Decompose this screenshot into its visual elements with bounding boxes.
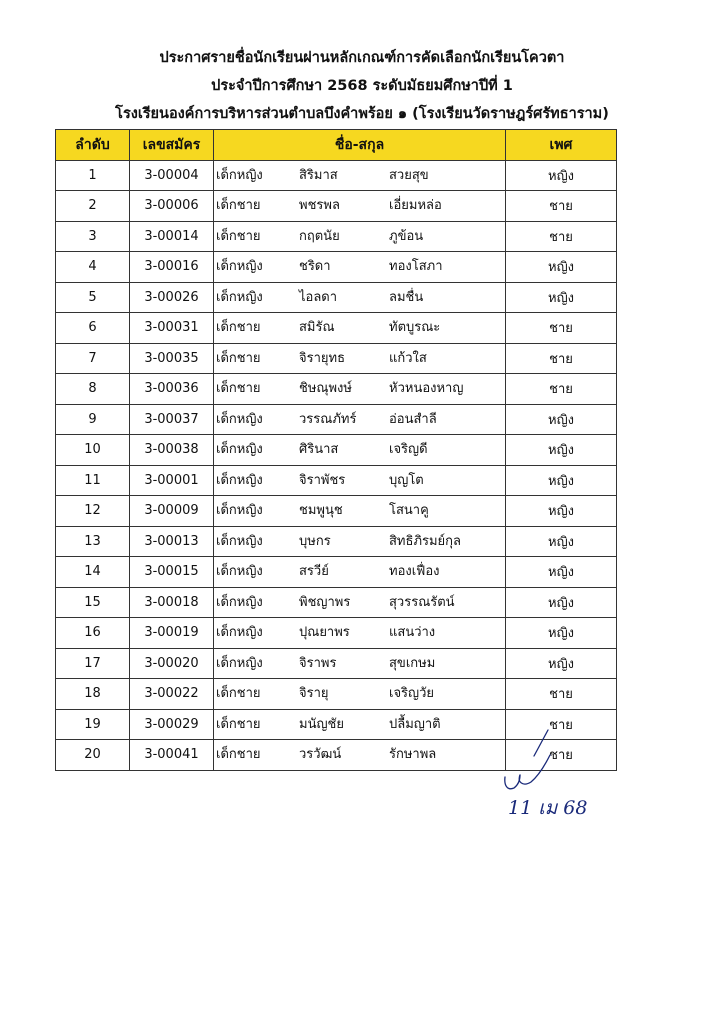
last-name: ลมชื่น (389, 289, 424, 305)
application-no-cell: 3-00013 (130, 526, 214, 557)
first-name: จิรายุ (299, 686, 329, 701)
application-no-cell: 3-00019 (130, 618, 214, 649)
table-row (56, 221, 617, 252)
name-title: เด็กชาย (216, 320, 261, 335)
name-title: เด็กหญิง (216, 533, 263, 549)
table-row (56, 526, 617, 557)
gender-cell: ชาย (506, 374, 617, 405)
first-name: พชรพล (299, 198, 340, 213)
application-no-cell: 3-00041 (130, 740, 214, 771)
name-title: เด็กหญิง (216, 472, 263, 488)
order-cell: 20 (56, 740, 130, 771)
application-no-cell: 3-00018 (130, 587, 214, 618)
name-cell (214, 313, 506, 344)
name-cell (214, 404, 506, 435)
name-title: เด็กชาย (216, 747, 261, 762)
last-name: ทองโสภา (389, 259, 443, 274)
order-cell: 12 (56, 496, 130, 527)
column-header-order: ลำดับ (56, 130, 130, 161)
name-cell (214, 709, 506, 740)
last-name: รักษาพล (389, 747, 437, 762)
application-no-cell: 3-00020 (130, 648, 214, 679)
name-title: เด็กหญิง (216, 167, 263, 183)
order-cell: 18 (56, 679, 130, 710)
order-cell: 13 (56, 526, 130, 557)
order-cell: 15 (56, 587, 130, 618)
gender-cell: ชาย (506, 709, 617, 740)
name-title: เด็กหญิง (216, 259, 263, 274)
application-no-cell: 3-00001 (130, 465, 214, 496)
name-cell (214, 496, 506, 527)
name-title: เด็กชาย (216, 198, 261, 213)
name-title: เด็กหญิง (216, 289, 263, 305)
application-no-cell: 3-00009 (130, 496, 214, 527)
last-name: ภูข้อน (389, 228, 424, 244)
table-row (56, 282, 617, 313)
table-header-row (56, 130, 617, 161)
table-row (56, 496, 617, 527)
name-cell (214, 252, 506, 283)
application-no-cell: 3-00006 (130, 191, 214, 222)
first-name: ศิรินาส (299, 442, 339, 457)
name-title: เด็กหญิง (216, 655, 263, 671)
table-row (56, 313, 617, 344)
first-name: ปุณยาพร (299, 625, 350, 640)
gender-cell: ชาย (506, 313, 617, 344)
last-name: เอี่ยมหล่อ (389, 198, 442, 213)
table-row (56, 618, 617, 649)
application-no-cell: 3-00026 (130, 282, 214, 313)
last-name: บุญโต (389, 472, 424, 488)
order-cell: 14 (56, 557, 130, 588)
title-line-1: ประกาศรายชื่อนักเรียนผ่านหลักเกณฑ์การคัดเลือกนักเรียนโควตา (159, 50, 565, 66)
table-row (56, 679, 617, 710)
application-no-cell: 3-00029 (130, 709, 214, 740)
gender-cell: หญิง (506, 496, 617, 527)
last-name: สวยสุข (389, 167, 429, 183)
order-cell: 16 (56, 618, 130, 649)
first-name: มนัญชัย (299, 716, 344, 732)
last-name: ทองเฟื่อง (389, 564, 440, 579)
name-cell (214, 343, 506, 374)
gender-cell: หญิง (506, 465, 617, 496)
first-name: ชิษณุพงษ์ (299, 381, 352, 396)
table-row (56, 252, 617, 283)
application-no-cell: 3-00016 (130, 252, 214, 283)
order-cell: 1 (56, 160, 130, 191)
name-cell (214, 679, 506, 710)
last-name: สุขเกษม (389, 655, 436, 671)
name-cell (214, 160, 506, 191)
table-row (56, 557, 617, 588)
gender-cell: ชาย (506, 679, 617, 710)
first-name: จิรายุทธ (299, 350, 346, 366)
column-header-application-no: เลขสมัคร (130, 130, 214, 161)
first-name: วรรณภัทร์ (299, 411, 357, 427)
title-line-3: โรงเรียนองค์การบริหารส่วนตำบลบึงคำพร้อย ๑ (โรงเรียนวัดราษฎร์ศรัทธาราม) (115, 106, 609, 122)
order-cell: 8 (56, 374, 130, 405)
first-name: จิราพัชร (299, 472, 346, 488)
first-name: บุษกร (299, 533, 331, 549)
handwritten-date: 11 เม 68 (508, 797, 588, 819)
table-row (56, 191, 617, 222)
name-cell (214, 557, 506, 588)
gender-cell: ชาย (506, 343, 617, 374)
first-name: สมิรัณ (299, 320, 335, 335)
gender-cell: หญิง (506, 282, 617, 313)
order-cell: 2 (56, 191, 130, 222)
application-no-cell: 3-00022 (130, 679, 214, 710)
name-title: เด็กชาย (216, 716, 261, 732)
last-name: สิทธิภิรมย์กุล (389, 533, 462, 549)
last-name: เจริญวัย (389, 686, 435, 701)
name-title: เด็กหญิง (216, 594, 263, 610)
name-cell (214, 282, 506, 313)
last-name: แก้วใส (389, 350, 427, 366)
first-name: ชริดา (299, 259, 331, 274)
order-cell: 6 (56, 313, 130, 344)
order-cell: 11 (56, 465, 130, 496)
name-cell (214, 618, 506, 649)
table-row (56, 587, 617, 618)
order-cell: 17 (56, 648, 130, 679)
column-header-gender: เพศ (506, 130, 617, 161)
application-no-cell: 3-00031 (130, 313, 214, 344)
table-row (56, 404, 617, 435)
application-no-cell: 3-00038 (130, 435, 214, 466)
handwritten-signature (490, 725, 600, 825)
gender-cell: หญิง (506, 526, 617, 557)
application-no-cell: 3-00014 (130, 221, 214, 252)
order-cell: 5 (56, 282, 130, 313)
name-cell (214, 374, 506, 405)
last-name: เจริญดี (389, 442, 428, 457)
last-name: โสนาคู (389, 503, 429, 518)
name-cell (214, 221, 506, 252)
document-title-block (0, 44, 724, 128)
title-line-2: ประจำปีการศึกษา 2568 ระดับมัธยมศึกษาปีที่ 1 (211, 78, 513, 94)
first-name: วรวัฒน์ (299, 747, 342, 762)
table-row (56, 465, 617, 496)
gender-cell: หญิง (506, 557, 617, 588)
application-no-cell: 3-00004 (130, 160, 214, 191)
order-cell: 3 (56, 221, 130, 252)
first-name: กฤตนัย (299, 228, 340, 244)
student-list-table (55, 129, 617, 771)
gender-cell: ชาย (506, 740, 617, 771)
last-name: แสนว่าง (389, 625, 436, 640)
table-row (56, 160, 617, 191)
last-name: สุวรรณรัตน์ (389, 594, 455, 610)
last-name: ทัตบูรณะ (389, 320, 441, 335)
name-title: เด็กหญิง (216, 564, 263, 579)
name-cell (214, 191, 506, 222)
application-no-cell: 3-00037 (130, 404, 214, 435)
name-cell (214, 587, 506, 618)
gender-cell: หญิง (506, 648, 617, 679)
name-cell (214, 465, 506, 496)
name-title: เด็กหญิง (216, 411, 263, 427)
first-name: พิชญาพร (299, 594, 351, 610)
name-cell (214, 648, 506, 679)
first-name: จิราพร (299, 655, 337, 671)
table-row (56, 648, 617, 679)
order-cell: 4 (56, 252, 130, 283)
order-cell: 19 (56, 709, 130, 740)
name-cell (214, 526, 506, 557)
last-name: ปลื้มญาติ (389, 716, 441, 732)
name-title: เด็กหญิง (216, 442, 263, 457)
first-name: สรวีย์ (299, 564, 329, 579)
gender-cell: หญิง (506, 252, 617, 283)
table-row (56, 374, 617, 405)
application-no-cell: 3-00015 (130, 557, 214, 588)
column-header-name: ชื่อ-สกุล (214, 130, 506, 161)
gender-cell: หญิง (506, 404, 617, 435)
gender-cell: หญิง (506, 160, 617, 191)
gender-cell: หญิง (506, 618, 617, 649)
first-name: ไอลดา (299, 289, 338, 305)
name-title: เด็กหญิง (216, 503, 263, 518)
name-cell (214, 435, 506, 466)
gender-cell: ชาย (506, 221, 617, 252)
application-no-cell: 3-00036 (130, 374, 214, 405)
first-name: สิริมาส (299, 167, 338, 183)
last-name: หัวหนองหาญ (389, 381, 464, 396)
first-name: ชมพูนุช (299, 503, 343, 518)
last-name: อ่อนสำลี (389, 411, 437, 427)
name-title: เด็กชาย (216, 381, 261, 396)
name-title: เด็กหญิง (216, 625, 263, 640)
name-cell (214, 740, 506, 771)
table-row (56, 435, 617, 466)
name-title: เด็กชาย (216, 350, 261, 366)
table-row (56, 343, 617, 374)
application-no-cell: 3-00035 (130, 343, 214, 374)
name-title: เด็กชาย (216, 686, 261, 701)
name-title: เด็กชาย (216, 228, 261, 244)
order-cell: 9 (56, 404, 130, 435)
table-body (56, 160, 617, 770)
gender-cell: หญิง (506, 587, 617, 618)
order-cell: 7 (56, 343, 130, 374)
gender-cell: หญิง (506, 435, 617, 466)
gender-cell: ชาย (506, 191, 617, 222)
order-cell: 10 (56, 435, 130, 466)
